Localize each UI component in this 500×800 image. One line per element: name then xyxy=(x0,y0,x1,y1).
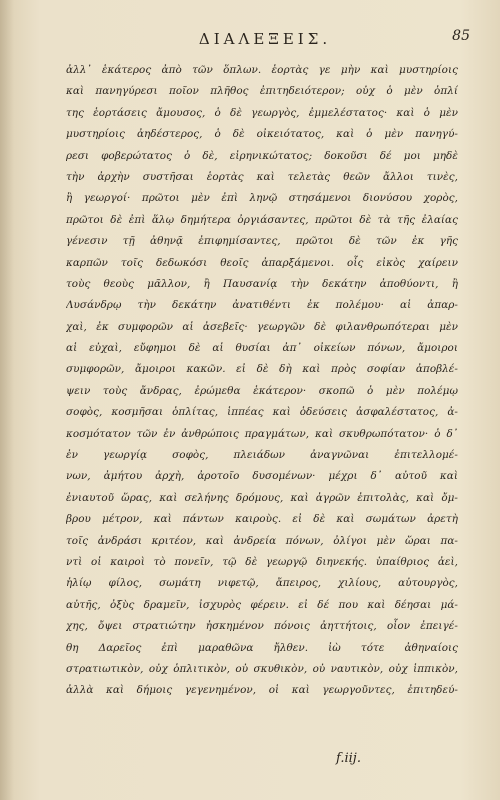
text-line: ἀλλὰ καὶ δήμοις γεγενημένον, οἱ καὶ γεωργοῦντες, ἐπιτηδεύ- xyxy=(66,684,458,697)
text-line: βρου μέτρον, καὶ πάντων καιροὺς. εἰ δὲ καὶ σωμάτων ἀρετὴ xyxy=(66,513,458,526)
text-line: ἐν γεωργίᾳ σοφὸς, πλειάδων ἀναγνῶναι ἐπιτελλομέ- xyxy=(66,449,458,462)
text-line: καρπῶν τοῖς δεδωκόσι θεοῖς ἀπαρξάμενοι. οἷς εἰκὸς χαίρειν xyxy=(66,256,458,269)
text-line: ἀλλ᾽ ἑκάτερος ἀπὸ τῶν ὅπλων. ἑορτὰς γε μὴν καὶ μυστηρίοις xyxy=(66,64,458,76)
text-line: ἢ γεωργοί· πρῶτοι μὲν ἐπὶ ληνῷ στησάμενοι διονύσου χορὸς, xyxy=(66,192,458,205)
text-line: ἐνιαυτοῦ ὥρας, καὶ σελήνης δρόμους, καὶ ἀγρῶν ἐπιτολὰς, καὶ ὄμ- xyxy=(66,491,458,504)
text-line: ψειν τοὺς ἄνδρας, ἐρώμεθα ἑκάτερον· σκοπῶ ὁ μὲν πολέμῳ xyxy=(66,384,458,397)
text-line: γένεσιν τῇ ἀθηνᾷ ἐπιφημίσαντες, πρῶτοι δὲ τῶν ἐκ γῆς xyxy=(66,235,458,248)
text-line: κοσμότατον τῶν ἐν ἀνθρώποις πραγμάτων, καὶ σκυθρωπότατον· ὁ δ᾽ xyxy=(66,427,458,440)
text-line: ντὶ οἱ καιροὶ τὸ πονεῖν, τῷ δὲ γεωργῷ διηνεκής. ὑπαίθριος ἀεὶ, xyxy=(66,555,458,568)
running-title: ΔΙΑΛΕΞΕΙΣ. xyxy=(198,30,332,48)
text-line: χαὶ, ἐκ συμφορῶν αἱ ἀσεβεῖς· γεωργῶν δὲ φιλανθρωπότεραι μὲν xyxy=(66,320,458,333)
text-line: στρατιωτικὸν, οὐχ ὁπλιτικὸν, οὐ σκυθικὸν, οὐ ναυτικὸν, οὐχ ἱππικὸν, xyxy=(66,662,458,675)
text-line: ἡλίῳ φίλος, σωμάτη νιφετῷ, ἄπειρος, χιλίους, αὐτουργὸς, xyxy=(66,577,458,590)
text-line: νων, ἀμήτου ἀρχὴ, ἀροτοῖο δυσομένων· μέχρι δ᾽ αὐτοῦ καὶ xyxy=(66,470,458,483)
text-line: αὐτῆς, ὀξὺς δραμεῖν, ἰσχυρὸς φέρειν. εἰ δέ που καὶ δέησαι μά- xyxy=(66,598,458,611)
text-line: τοῖς ἀνδράσι κριτέον, καὶ ἀνδρεία πόνων, ὀλίγοι μὲν ὥραι πα- xyxy=(66,534,458,547)
page-header xyxy=(60,30,470,54)
text-line: καὶ πανηγύρεσι ποῖον πλῆθος ἐπιτηδειότερον; οὐχ ὁ μὲν ὁπλί xyxy=(66,85,458,98)
signature-mark: f.iij. xyxy=(336,751,361,766)
text-line: της ἑορτάσεις ἄμουσος, ὁ δὲ γεωργὸς, ἐμμελέστατος· καὶ ὁ μὲν xyxy=(66,106,458,119)
text-line: ρεσι φοβερώτατος ὁ δὲ, εἰρηνικώτατος; δοκοῦσι δέ μοι μηδὲ xyxy=(66,149,458,162)
text-line: μυστηρίοις ἀηδέστερος, ὁ δὲ οἰκειότατος, καὶ ὁ μὲν πανηγύ- xyxy=(66,128,458,141)
binding-shadow xyxy=(0,0,14,800)
text-line: χης, ὄψει στρατιώτην ἠσκημένον πόνοις ἀηττήτοις, οἷον ἐπειγέ- xyxy=(66,620,458,633)
body-text xyxy=(66,60,458,702)
text-line: τοὺς θεοὺς μᾶλλον, ἢ Παυσανίᾳ τὴν δεκάτην ἀποθύοντι, ἢ xyxy=(66,277,458,290)
text-line: τὴν ἀρχὴν συστῆσαι ἑορτὰς καὶ τελετὰς θεῶν ἄλλοι τινὲς, xyxy=(66,170,458,183)
page-number: 85 xyxy=(452,28,470,44)
text-line: πρῶτοι δὲ ἐπὶ ἅλῳ δημήτερα ὀργιάσαντες, πρῶτοι δὲ τὰ τῆς ἐλαίας xyxy=(66,213,458,226)
text-line: αἱ εὐχαὶ, εὔφημοι δὲ αἱ θυσίαι ἀπ᾽ οἰκείων πόνων, ἄμοιροι xyxy=(66,342,458,355)
text-line: σοφὸς, κοσμῆσαι ὁπλίτας, ἱππέας καὶ ὁδεύσεις ἀσφαλέστατος, ἀ- xyxy=(66,406,458,419)
text-line: συμφορῶν, ἄμοιροι κακῶν. εἰ δὲ δὴ καὶ πρὸς σοφίαν ἀποβλέ- xyxy=(66,363,458,376)
text-line: θη Δαρεῖος ἐπὶ μαραθῶνα ἤλθεν. ἰὼ τότε ἀθηναίοις xyxy=(66,641,458,654)
text-line: Λυσάνδρῳ τὴν δεκάτην ἀνατιθέντι ἐκ πολέμου· αἱ ἀπαρ- xyxy=(66,299,458,312)
